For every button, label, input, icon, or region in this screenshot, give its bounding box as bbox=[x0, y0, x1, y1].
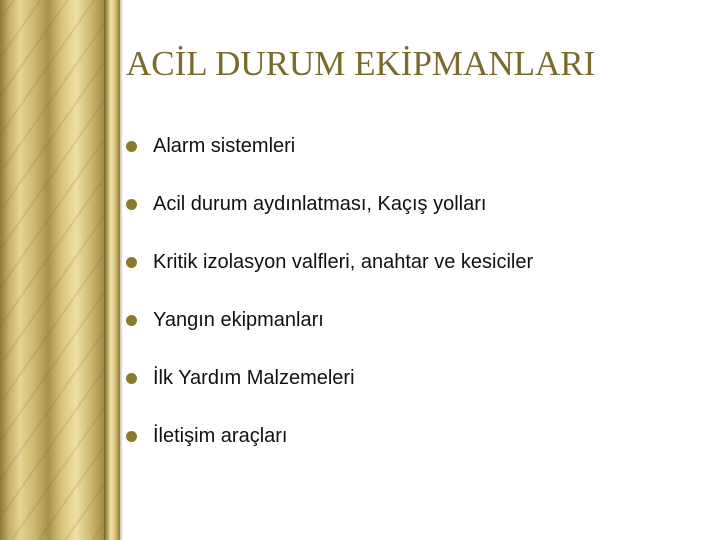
bullet-text: Acil durum aydınlatması, Kaçış yolları bbox=[153, 192, 487, 215]
slide-title: ACİL DURUM EKİPMANLARI bbox=[126, 44, 596, 83]
bullet-text: Kritik izolasyon valfleri, anahtar ve kesiciler bbox=[153, 250, 534, 273]
list-item bbox=[126, 305, 533, 335]
decorative-gold-border bbox=[0, 0, 118, 540]
bullet-icon bbox=[126, 199, 137, 210]
bullet-text: Yangın ekipmanları bbox=[153, 308, 324, 331]
list-item bbox=[126, 247, 533, 277]
pillar-shadow bbox=[120, 0, 123, 540]
bullet-text: İletişim araçları bbox=[153, 424, 288, 447]
bullet-icon bbox=[126, 315, 137, 326]
decorative-pillar bbox=[104, 0, 120, 540]
list-item bbox=[126, 421, 533, 451]
list-item bbox=[126, 363, 533, 393]
bullet-text: Alarm sistemleri bbox=[153, 134, 296, 157]
bullet-text: İlk Yardım Malzemeleri bbox=[153, 366, 355, 389]
bullet-icon bbox=[126, 257, 137, 268]
bullet-icon bbox=[126, 373, 137, 384]
bullet-list bbox=[126, 131, 533, 479]
list-item bbox=[126, 189, 533, 219]
list-item bbox=[126, 131, 533, 161]
bullet-icon bbox=[126, 141, 137, 152]
bullet-icon bbox=[126, 431, 137, 442]
